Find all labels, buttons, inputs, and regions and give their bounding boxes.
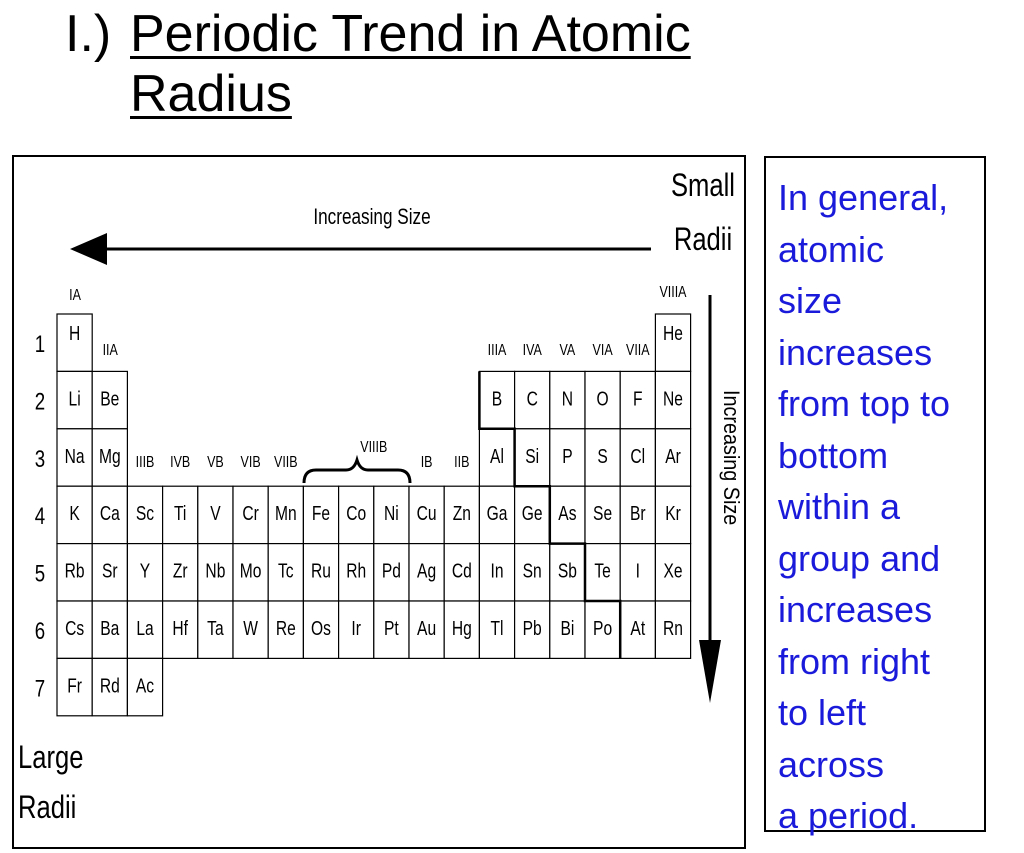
element-cell — [198, 601, 233, 658]
element-symbol: S — [597, 444, 608, 468]
element-symbol: Cd — [451, 559, 472, 583]
group-label: VIIIB — [360, 438, 388, 457]
element-cell — [550, 371, 585, 428]
element-symbol: Ba — [100, 617, 120, 640]
element-cell — [409, 601, 444, 658]
large-radii-line-1: Large — [18, 740, 84, 776]
note-line: In general, — [778, 177, 949, 218]
element-cell — [233, 601, 268, 658]
element-symbol: Li — [68, 387, 81, 410]
element-cell — [515, 544, 550, 601]
element-cell — [620, 371, 655, 428]
note-line: bottom — [778, 434, 889, 476]
element-cell — [127, 486, 162, 543]
group-label: IIIA — [487, 341, 507, 360]
element-cell — [479, 486, 514, 543]
element-cell — [479, 601, 514, 658]
viiib-brace — [304, 460, 410, 483]
element-cell — [620, 544, 655, 601]
element-symbol: He — [663, 322, 683, 345]
element-cell — [57, 544, 92, 601]
element-symbol: Xe — [663, 559, 683, 583]
increasing-size-top-label: Increasing Size — [313, 205, 431, 230]
element-symbol: Se — [593, 502, 613, 525]
note-line: increases — [778, 331, 933, 373]
element-cell — [57, 429, 92, 486]
group-label: IB — [420, 453, 433, 472]
element-cell — [620, 601, 655, 658]
element-symbol: H — [68, 322, 81, 345]
period-label: 3 — [34, 445, 46, 473]
element-cell — [57, 658, 92, 715]
element-symbol: Co — [346, 502, 367, 525]
element-cell — [655, 601, 690, 658]
element-symbol: Sc — [135, 502, 155, 525]
element-symbol: Rd — [99, 674, 120, 697]
period-label: 6 — [34, 617, 46, 645]
element-cell — [655, 371, 690, 428]
element-symbol: Nb — [205, 559, 226, 583]
element-symbol: Ta — [207, 617, 224, 640]
element-cell — [127, 658, 162, 715]
group-label: VB — [207, 453, 224, 472]
large-radii-line-2: Radii — [18, 790, 77, 826]
element-symbol: Na — [64, 444, 85, 468]
element-symbol: K — [69, 502, 80, 525]
increasing-size-side-label: Increasing Size — [718, 390, 743, 526]
element-cell — [233, 486, 268, 543]
horizontal-arrow — [70, 233, 651, 265]
group-label: IIB — [454, 453, 470, 472]
element-symbol: I — [635, 559, 640, 583]
element-cell — [479, 429, 514, 486]
note-line: atomic — [778, 228, 885, 270]
element-symbol: Ge — [521, 502, 543, 525]
element-cell — [550, 486, 585, 543]
element-cell — [515, 371, 550, 428]
element-cell — [268, 544, 303, 601]
element-symbol: Ac — [135, 674, 155, 697]
element-cell — [655, 544, 690, 601]
element-cell — [339, 486, 374, 543]
element-cell — [57, 371, 92, 428]
element-symbol: Pt — [384, 617, 399, 640]
element-cell — [550, 601, 585, 658]
element-symbol: At — [630, 617, 646, 640]
group-label: IIA — [102, 341, 118, 360]
period-label: 5 — [34, 560, 46, 588]
group-label: IIIB — [135, 453, 155, 472]
element-symbol: Mn — [274, 502, 297, 525]
title-number: I.) — [65, 5, 112, 63]
element-cell — [303, 544, 338, 601]
element-symbol: Au — [417, 617, 437, 640]
element-symbol: Rh — [346, 559, 367, 583]
element-symbol: Al — [490, 444, 504, 468]
element-cell — [57, 601, 92, 658]
element-cell — [233, 544, 268, 601]
element-symbol: Cl — [630, 444, 646, 468]
element-symbol: Mo — [239, 559, 262, 583]
note-line: size — [778, 280, 843, 321]
element-cell — [163, 486, 198, 543]
element-cell — [268, 601, 303, 658]
element-cells — [57, 314, 691, 716]
element-cell — [339, 601, 374, 658]
down-arrowhead-icon — [699, 640, 721, 703]
group-label: IVB — [170, 453, 191, 472]
title-line-1: Periodic Trend in Atomic — [130, 5, 691, 63]
element-symbol: Zr — [172, 559, 188, 583]
element-symbol: Ag — [417, 559, 437, 583]
element-cell — [127, 544, 162, 601]
note-line: a period. — [778, 795, 919, 836]
element-cell — [163, 544, 198, 601]
element-symbol: Pd — [381, 559, 401, 583]
element-symbol: N — [561, 387, 574, 410]
element-symbol: Mg — [98, 444, 121, 468]
element-cell — [198, 486, 233, 543]
note-line: from top to — [778, 383, 951, 424]
group-label: VIIIA — [659, 283, 687, 302]
group-label: IA — [69, 286, 81, 305]
element-symbol: Cs — [65, 617, 85, 640]
note-line: group and — [778, 537, 941, 579]
group-label: VA — [559, 341, 576, 360]
group-label: VIIB — [274, 453, 298, 472]
element-symbol: O — [596, 387, 609, 410]
element-symbol: Sn — [522, 559, 542, 583]
element-symbol: P — [562, 444, 573, 468]
title-line-2: Radius — [130, 65, 292, 123]
explanation-box — [764, 156, 986, 836]
element-symbol: Os — [311, 617, 331, 640]
note-line: within a — [778, 486, 901, 527]
element-symbol: Fr — [67, 674, 82, 697]
element-symbol: In — [490, 559, 504, 583]
period-label: 7 — [34, 675, 46, 702]
element-symbol: Zn — [452, 502, 471, 525]
element-symbol: Hg — [451, 617, 472, 640]
element-cell — [374, 486, 409, 543]
element-cell — [92, 371, 127, 428]
element-symbol: Cr — [242, 502, 259, 525]
element-symbol: Tl — [490, 617, 504, 640]
element-cell — [409, 486, 444, 543]
element-cell — [92, 486, 127, 543]
element-symbol: Tc — [278, 559, 294, 583]
small-radii-line-1: Small — [671, 168, 735, 204]
element-cell — [515, 429, 550, 486]
element-cell — [374, 544, 409, 601]
element-symbol: Rn — [663, 617, 683, 640]
note-line: across — [778, 743, 885, 785]
element-symbol: Bi — [560, 617, 575, 640]
element-cell — [515, 486, 550, 543]
element-symbol: V — [210, 502, 221, 525]
element-cell — [479, 544, 514, 601]
element-cell — [163, 601, 198, 658]
element-symbol: F — [633, 387, 643, 410]
element-symbol: Br — [630, 502, 646, 525]
element-cell — [655, 314, 690, 371]
element-symbol: Sr — [102, 559, 118, 583]
element-cell — [550, 544, 585, 601]
note-line: from right — [778, 640, 931, 682]
element-cell — [444, 486, 479, 543]
element-cell — [57, 314, 92, 371]
element-symbol: C — [526, 387, 538, 410]
element-symbol: Pb — [522, 617, 542, 640]
element-symbol: Sb — [557, 559, 577, 583]
element-symbol: Fe — [311, 502, 331, 525]
element-cell — [585, 601, 620, 658]
element-symbol: Ca — [99, 502, 120, 525]
element-symbol: Si — [525, 444, 540, 468]
element-cell — [585, 429, 620, 486]
group-label: VIB — [240, 453, 261, 472]
period-label: 1 — [34, 330, 46, 358]
group-label: IVA — [522, 341, 542, 360]
element-symbol: B — [491, 387, 503, 410]
element-symbol: Re — [275, 617, 296, 640]
element-cell — [303, 601, 338, 658]
element-symbol: Ti — [173, 502, 187, 525]
element-cell — [92, 601, 127, 658]
element-cell — [515, 601, 550, 658]
element-cell — [374, 601, 409, 658]
element-symbol: La — [136, 617, 154, 640]
left-arrowhead-icon — [70, 233, 107, 265]
element-symbol: Hf — [172, 617, 189, 640]
element-cell — [57, 486, 92, 543]
period-label: 2 — [34, 388, 46, 415]
element-cell — [127, 601, 162, 658]
element-cell — [585, 371, 620, 428]
element-cell — [550, 429, 585, 486]
element-symbol: Ne — [663, 387, 683, 410]
note-line: increases — [778, 589, 933, 630]
element-cell — [655, 486, 690, 543]
element-cell — [92, 429, 127, 486]
element-symbol: W — [243, 617, 258, 640]
element-cell — [620, 486, 655, 543]
element-cell — [655, 429, 690, 486]
group-label: VIIA — [626, 341, 650, 360]
element-cell — [444, 544, 479, 601]
element-cell — [339, 544, 374, 601]
element-cell — [479, 371, 514, 428]
element-cell — [92, 658, 127, 715]
element-symbol: Cu — [416, 502, 437, 525]
element-symbol: Ir — [351, 617, 361, 640]
element-cell — [585, 544, 620, 601]
element-cell — [92, 544, 127, 601]
note-line: to left — [778, 692, 867, 733]
period-label: 4 — [34, 503, 46, 530]
element-cell — [198, 544, 233, 601]
element-symbol: As — [558, 502, 577, 525]
element-symbol: Ni — [384, 502, 399, 525]
element-symbol: Be — [100, 387, 120, 410]
element-symbol: Ar — [665, 444, 681, 468]
element-cell — [409, 544, 444, 601]
element-symbol: Rb — [64, 559, 85, 583]
element-symbol: Te — [594, 559, 611, 583]
element-cell — [620, 429, 655, 486]
element-cell — [444, 601, 479, 658]
element-symbol: Ru — [311, 559, 331, 583]
element-symbol: Y — [139, 559, 151, 583]
element-symbol: Ga — [486, 502, 508, 525]
element-cell — [268, 486, 303, 543]
element-symbol: Kr — [665, 502, 681, 525]
element-cell — [303, 486, 338, 543]
small-radii-line-2: Radii — [673, 222, 733, 258]
element-symbol: Po — [593, 617, 613, 640]
element-cell — [585, 486, 620, 543]
vertical-arrow — [699, 295, 721, 703]
group-label: VIA — [592, 341, 613, 360]
